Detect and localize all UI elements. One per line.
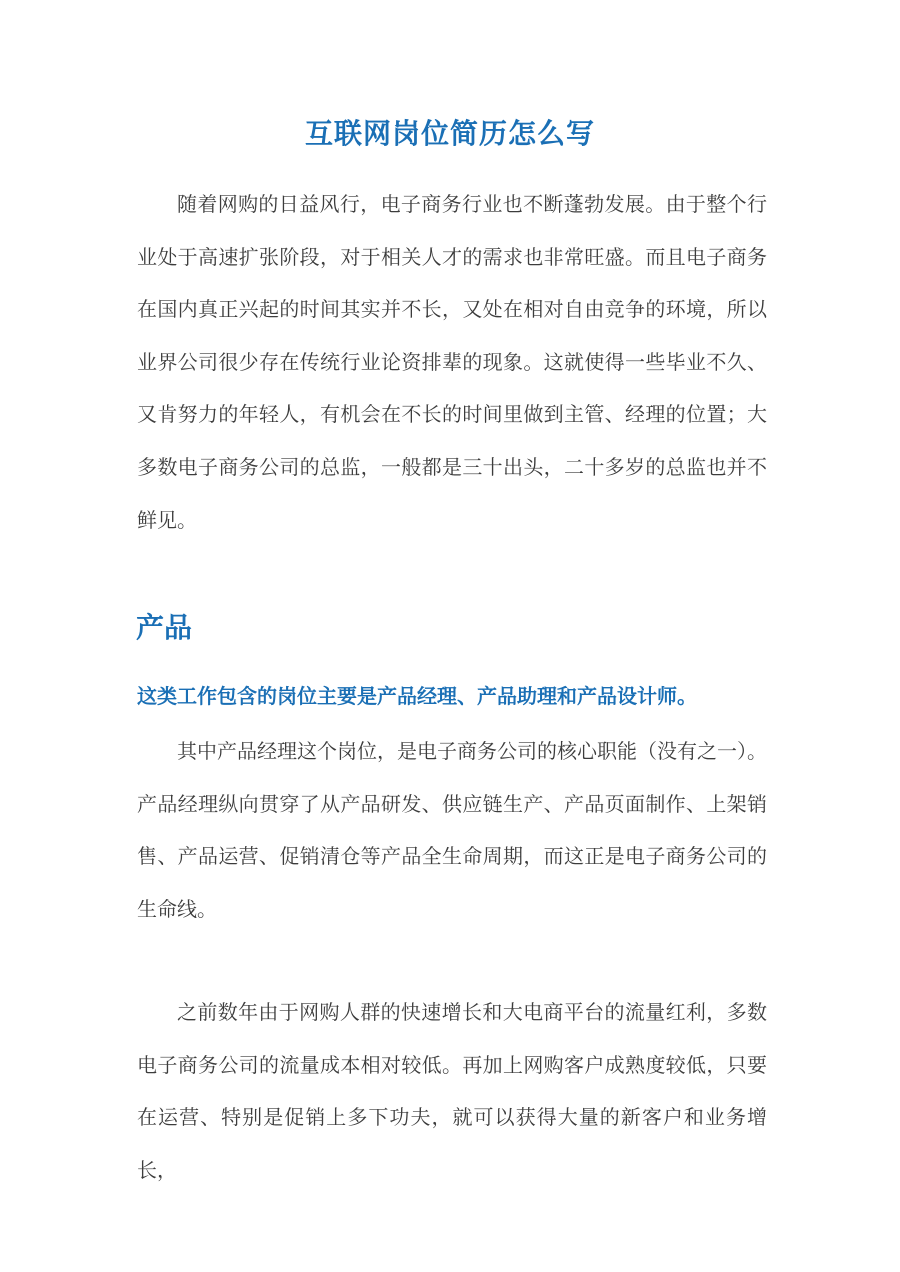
intro-paragraph: 随着网购的日益风行，电子商务行业也不断蓬勃发展。由于整个行业处于高速扩张阶段，对于相关人才的需求也非常旺盛。而且电子商务在国内真正兴起的时间其实并不长，又处在相对自由竞争的环境，所以业界公司很少存在传统行业论资排辈的现象。这就使得一些毕业不久、又肯努力的年轻人，有机会在不长的时间里做到主管、经理的位置；大多数电子商务公司的总监，一般都是三十出头，二十多岁的总监也并不鲜见。 (137, 192, 767, 532)
body-paragraph: 其中产品经理这个岗位，是电子商务公司的核心职能（没有之一）。产品经理纵向贯穿了从产品研发、供应链生产、产品页面制作、上架销售、产品运营、促销清仓等产品全生命周期，而这正是电子商务公司的生命线。 (137, 739, 767, 921)
body-paragraph: 之前数年由于网购人群的快速增长和大电商平台的流量红利，多数电子商务公司的流量成本相对较低。再加上网购客户成熟度较低，只要在运营、特别是促销上多下功夫，就可以获得大量的新客户和业务增长， (137, 1000, 767, 1182)
section-heading-product: 产品 (136, 611, 193, 644)
page-title: 互联网岗位简历怎么写 (304, 117, 595, 150)
section-subheading: 这类工作包含的岗位主要是产品经理、产品助理和产品设计师。 (137, 684, 697, 708)
